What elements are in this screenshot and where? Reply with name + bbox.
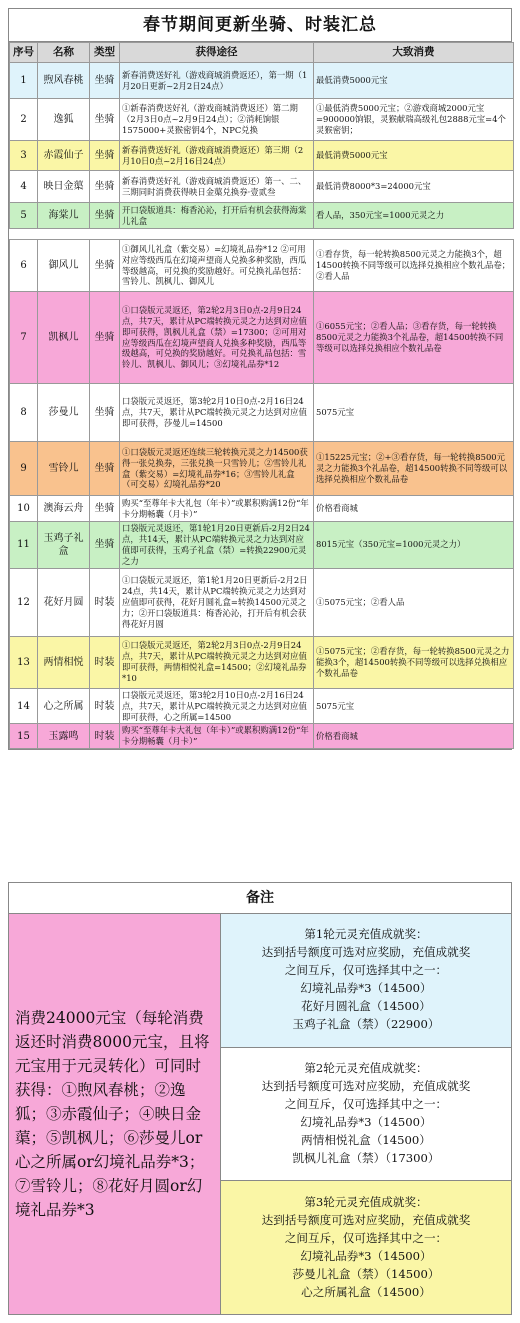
cell-name: 海棠儿 bbox=[38, 203, 90, 229]
cell-no: 10 bbox=[10, 496, 38, 522]
cell-no: 7 bbox=[10, 292, 38, 384]
round-reward-line: 达到括号额度可选对应奖励，充值成就奖 bbox=[261, 1212, 471, 1227]
cell-cost: 价格看商城 bbox=[314, 496, 514, 522]
table-row bbox=[10, 724, 514, 749]
cell-no: 6 bbox=[10, 240, 38, 292]
table-row bbox=[10, 522, 514, 569]
cell-cost: ①5075元宝；②看人品 bbox=[314, 568, 514, 636]
cell-way: ①口袋版元灵返还，第1轮1月20日更新后-2月2日24点，共14天，累计从PC端转换元灵之力达到对应值即可获得，花好月圆礼盒=转换14500元灵之力；②开口袋版道具：梅香沁沁，打开后有机会获得花好月圆 bbox=[120, 568, 314, 636]
cell-cost: ①最低消费5000元宝；②游戏商城2000元宝=900000饷银，灵猴献瑞高级礼包2888元宝=4个灵猴密钥； bbox=[314, 99, 514, 141]
cell-type: 时装 bbox=[90, 724, 120, 749]
cell-type: 坐骑 bbox=[90, 141, 120, 171]
cell-cost: ①6055元宝；②看人品；③看存货，每一轮转换8500元灵之力能换3个礼品卷，超14500转换不同等级可以选择兑换相应个数礼品卷 bbox=[314, 292, 514, 384]
page-title: 春节期间更新坐骑、时装汇总 bbox=[9, 9, 511, 42]
cell-no: 8 bbox=[10, 384, 38, 442]
table-gap bbox=[10, 229, 514, 240]
round-reward-line: 达到括号额度可选对应奖励，充值成就奖 bbox=[261, 945, 471, 960]
cell-way: 新春消费送好礼（游戏商城消费返还）第三期（2月10日0点~2月16日24点） bbox=[120, 141, 314, 171]
round-reward-line: 莎曼儿礼盒（禁）（14500） bbox=[292, 1266, 440, 1281]
cell-type: 坐骑 bbox=[90, 99, 120, 141]
cell-type: 坐骑 bbox=[90, 292, 120, 384]
round-reward-line: 达到括号额度可选对应奖励，充值成就奖 bbox=[261, 1079, 471, 1094]
cell-name: 心之所属 bbox=[38, 688, 90, 724]
round-reward-line: 玉鸡子礼盒（禁）（22900） bbox=[292, 1017, 440, 1032]
cell-cost: 看人品，350元宝=1000元灵之力 bbox=[314, 203, 514, 229]
cell-type: 坐骑 bbox=[90, 384, 120, 442]
cell-no: 12 bbox=[10, 568, 38, 636]
cell-name: 凯枫儿 bbox=[38, 292, 90, 384]
notes-summary-text: 消费24000元宝（每轮消费返还时消费8000元宝，且将元宝用于元灵转化）可同时获得：①煦风春桃；②逸狐；③赤霞仙子；④映日金蕖；⑤凯枫儿；⑥莎曼儿or心之所属or幻境礼品券*3；⑦雪铃儿；⑧花好月圆or幻境礼品券*3 bbox=[15, 1008, 210, 1220]
notes-title: 备注 bbox=[9, 883, 511, 914]
cell-name: 澳海云舟 bbox=[38, 496, 90, 522]
cell-cost: 5075元宝 bbox=[314, 384, 514, 442]
table-row bbox=[10, 636, 514, 688]
cell-way: ①御风儿礼盒（紫交易）=幻境礼品券*12 ②可用对应等级西瓜在幻境声望商人兑换多种奖励，西瓜等级越高，可兑换的奖励越好。可兑换礼品包括：雪铃儿、凯枫儿、御风儿 bbox=[120, 240, 314, 292]
round-reward-line: 凯枫儿礼盒（禁）（17300） bbox=[292, 1150, 440, 1165]
cell-way: 口袋版元灵返还，第1轮1月20日更新后-2月2日24点，共14天，累计从PC端转换元灵之力达到对应值即可获得，玉鸡子礼盒（禁）=转换22900元灵之力 bbox=[120, 522, 314, 569]
table-row bbox=[10, 63, 514, 99]
cell-way: 口袋版元灵返还，第3轮2月10日0点-2月16日24点，共7天，累计从PC端转换元灵之力达到对应值即可获得，莎曼儿=14500 bbox=[120, 384, 314, 442]
table-row bbox=[10, 442, 514, 496]
cell-no: 5 bbox=[10, 203, 38, 229]
cell-type: 时装 bbox=[90, 688, 120, 724]
notes-panel bbox=[8, 882, 512, 1315]
cell-no: 14 bbox=[10, 688, 38, 724]
round-reward-heading: 第3轮元灵充值成就奖： bbox=[304, 1194, 428, 1209]
round-reward-heading: 第1轮元灵充值成就奖： bbox=[304, 927, 428, 942]
cell-cost: 最低消费8000*3=24000元宝 bbox=[314, 171, 514, 203]
cell-type: 时装 bbox=[90, 636, 120, 688]
header-name: 名称 bbox=[38, 43, 90, 63]
cell-no: 11 bbox=[10, 522, 38, 569]
cell-way: 新春消费送好礼（游戏商城消费返还），第一期（1月20日更新~2月2日24点） bbox=[120, 63, 314, 99]
round-reward-line: 之间互斥，仅可选择其中之一： bbox=[284, 1230, 448, 1245]
cell-cost: 5075元宝 bbox=[314, 688, 514, 724]
round-reward-line: 花好月圆礼盒（14500） bbox=[301, 999, 431, 1014]
table-header-row bbox=[10, 43, 514, 63]
table-row bbox=[10, 384, 514, 442]
cell-no: 4 bbox=[10, 171, 38, 203]
cell-way: 购买“至尊年卡大礼包（年卡）”或累积购满12份“年卡分期畅囊（月卡）” bbox=[120, 724, 314, 749]
cell-way: ①口袋版元灵返还连续三轮转换元灵之力14500获得一张兑换券，三张兑换一只雪铃儿；②雪铃儿礼盒（紫交易）=幻境礼品券*16；③雪铃儿礼盒（可交易）幻境礼品券*20 bbox=[120, 442, 314, 496]
cell-name: 花好月圆 bbox=[38, 568, 90, 636]
cell-type: 坐骑 bbox=[90, 496, 120, 522]
cell-type: 坐骑 bbox=[90, 240, 120, 292]
cell-way: ①新春消费送好礼（游戏商城消费返还）第二期（2月3日0点~2月9日24点）；②消耗饷银1575000+灵猴密钥4个，NPC兑换 bbox=[120, 99, 314, 141]
round-reward-heading: 第2轮元灵充值成就奖： bbox=[304, 1061, 428, 1076]
round-reward-line: 之间互斥，仅可选择其中之一： bbox=[284, 963, 448, 978]
table-row bbox=[10, 141, 514, 171]
header-no: 序号 bbox=[10, 43, 38, 63]
round-rewards bbox=[221, 914, 511, 1314]
cell-no: 2 bbox=[10, 99, 38, 141]
header-cost: 大致消费 bbox=[314, 43, 514, 63]
round-1-reward bbox=[221, 914, 511, 1048]
cell-name: 御风儿 bbox=[38, 240, 90, 292]
table-row bbox=[10, 171, 514, 203]
round-reward-line: 之间互斥，仅可选择其中之一： bbox=[284, 1097, 448, 1112]
cell-name: 莎曼儿 bbox=[38, 384, 90, 442]
cell-name: 逸狐 bbox=[38, 99, 90, 141]
round-3-reward bbox=[221, 1181, 511, 1314]
table-row bbox=[10, 203, 514, 229]
cell-cost: ①5075元宝；②看存货，每一轮转换8500元灵之力能换3个，超14500转换不同等级可以选择兑换相应个数礼品卷 bbox=[314, 636, 514, 688]
cell-cost: 最低消费5000元宝 bbox=[314, 141, 514, 171]
cell-way: 口袋版元灵返还，第3轮2月10日0点-2月16日24点，共7天，累计从PC端转换元灵之力达到对应值即可获得，心之所属=14500 bbox=[120, 688, 314, 724]
cell-name: 玉露鸣 bbox=[38, 724, 90, 749]
cell-no: 13 bbox=[10, 636, 38, 688]
cell-type: 坐骑 bbox=[90, 171, 120, 203]
cell-no: 9 bbox=[10, 442, 38, 496]
cell-cost: ①15225元宝；②+③看存货，每一轮转换8500元灵之力能换3个礼品卷，超14500转换不同等级可以选择兑换相应个数礼品卷 bbox=[314, 442, 514, 496]
cell-cost: ①看存货，每一轮转换8500元灵之力能换3个，超14500转换不同等级可以选择兑换相应个数礼品卷；②看人品 bbox=[314, 240, 514, 292]
cell-way: ①口袋版元灵返还，第2轮2月3日0点-2月9日24点，共7天，累计从PC端转换元灵之力达到对应值即可获得，凯枫儿礼盒（禁）=17300；②可用对应等级西瓜在幻境声望商人兑换多种奖励，西瓜等级越高，可兑换的奖励越好。可兑换礼品包括：雪铃儿、凯枫儿、御风儿；③幻境礼品券*12 bbox=[120, 292, 314, 384]
cell-type: 坐骑 bbox=[90, 203, 120, 229]
round-reward-line: 幻境礼品券*3（14500） bbox=[300, 1248, 432, 1263]
table-row bbox=[10, 496, 514, 522]
mount-costume-table bbox=[9, 42, 514, 749]
cell-type: 时装 bbox=[90, 568, 120, 636]
cell-way: 新春消费送好礼（游戏商城消费返还）第一、二、三期同时消费获得映日金蕖兑换券·壹贰叁 bbox=[120, 171, 314, 203]
cell-type: 坐骑 bbox=[90, 522, 120, 569]
header-type: 类型 bbox=[90, 43, 120, 63]
cell-name: 赤霞仙子 bbox=[38, 141, 90, 171]
header-way: 获得途径 bbox=[120, 43, 314, 63]
cell-way: ①口袋版元灵返还，第2轮2月3日0点-2月9日24点，共7天，累计从PC端转换元灵之力达到对应值即可获得，两情相悦礼盒=14500；②幻境礼品券*10 bbox=[120, 636, 314, 688]
table-row bbox=[10, 99, 514, 141]
cell-cost: 最低消费5000元宝 bbox=[314, 63, 514, 99]
cell-name: 玉鸡子礼盒 bbox=[38, 522, 90, 569]
cell-name: 煦风春桃 bbox=[38, 63, 90, 99]
table-row bbox=[10, 568, 514, 636]
cell-name: 雪铃儿 bbox=[38, 442, 90, 496]
cell-no: 1 bbox=[10, 63, 38, 99]
table-row bbox=[10, 292, 514, 384]
cell-way: 购买“至尊年卡大礼包（年卡）”或累积购满12份“年卡分期畅囊（月卡）” bbox=[120, 496, 314, 522]
round-reward-line: 幻境礼品券*3（14500） bbox=[300, 981, 432, 996]
round-reward-line: 心之所属礼盒（14500） bbox=[301, 1284, 431, 1299]
cell-type: 坐骑 bbox=[90, 63, 120, 99]
round-reward-line: 两情相悦礼盒（14500） bbox=[301, 1132, 431, 1147]
cell-cost: 价格看商城 bbox=[314, 724, 514, 749]
table-row bbox=[10, 240, 514, 292]
cell-type: 坐骑 bbox=[90, 442, 120, 496]
notes-summary bbox=[9, 914, 221, 1314]
cell-way: 开口袋版道具：梅香沁沁，打开后有机会获得海棠儿礼盒 bbox=[120, 203, 314, 229]
summary-table-panel bbox=[8, 8, 512, 750]
cell-no: 15 bbox=[10, 724, 38, 749]
cell-name: 两情相悦 bbox=[38, 636, 90, 688]
round-reward-line: 幻境礼品券*3（14500） bbox=[300, 1115, 432, 1129]
cell-no: 3 bbox=[10, 141, 38, 171]
round-2-reward bbox=[221, 1048, 511, 1182]
table-row bbox=[10, 688, 514, 724]
cell-cost: 8015元宝（350元宝=1000元灵之力） bbox=[314, 522, 514, 569]
cell-name: 映日金蕖 bbox=[38, 171, 90, 203]
